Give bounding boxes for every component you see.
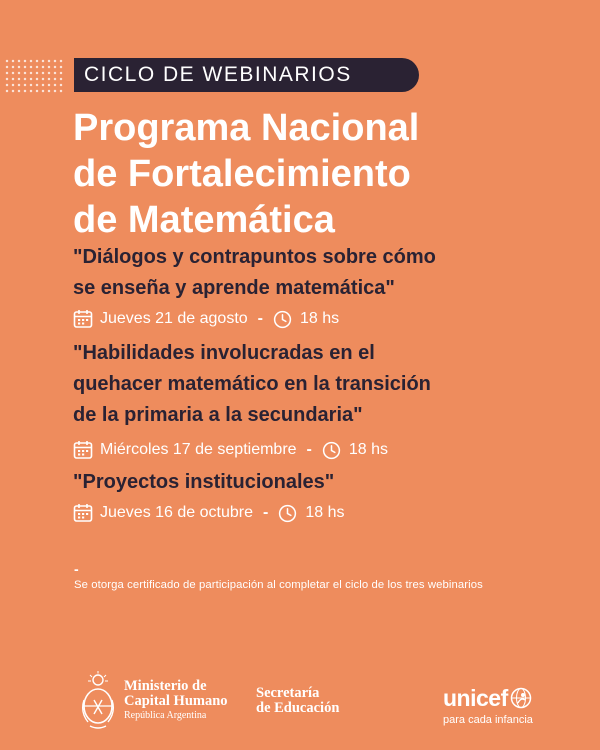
session-time: 18 hs (305, 504, 345, 521)
clock-icon (278, 504, 297, 523)
ministry-line: Ministerio de (124, 677, 207, 694)
ministry-line: Capital Humano (124, 692, 228, 709)
session-time: 18 hs (348, 441, 389, 458)
calendar-icon (73, 440, 93, 460)
session-date: Miércoles 17 de septiembre (100, 441, 297, 458)
session-title-line: "Habilidades involucradas en el (73, 342, 375, 364)
unicef-emblem-icon (510, 687, 532, 709)
footnote-dash: - (74, 561, 79, 577)
secretaria-line: Secretaría (256, 685, 320, 701)
secretaria-logo (256, 686, 339, 716)
ministry-name (124, 679, 228, 722)
session-meta (73, 439, 573, 461)
meta-separator: - (257, 310, 263, 327)
session-date: Jueves 21 de agosto (100, 310, 248, 327)
unicef-tagline: para cada infancia (443, 714, 533, 726)
session-meta (73, 502, 573, 524)
session-title (73, 242, 573, 304)
session-meta (73, 308, 573, 330)
meta-separator: - (306, 441, 312, 458)
session-title-line: se enseña y aprende matemática" (73, 277, 395, 299)
session-3 (73, 467, 573, 524)
unicef-name: unicef (443, 685, 508, 711)
clock-icon (322, 441, 341, 460)
certificate-note: Se otorga certificado de participación al completar el ciclo de los tres webinarios (74, 579, 483, 591)
series-badge: CICLO DE WEBINARIOS (74, 58, 419, 92)
title-line: de Fortalecimiento (73, 153, 411, 195)
calendar-icon (73, 309, 93, 329)
session-title-line: "Proyectos institucionales" (73, 471, 335, 493)
session-1 (73, 242, 573, 330)
secretaria-line: de Educación (256, 700, 340, 716)
unicef-logo (443, 686, 533, 726)
calendar-icon (73, 503, 93, 523)
unicef-wordmark (443, 686, 533, 710)
clock-icon (273, 310, 292, 329)
session-title-line: "Diálogos y contrapuntos sobre cómo (73, 246, 436, 268)
ministry-logo (80, 670, 228, 730)
title-line: de Matemática (73, 199, 335, 241)
session-date: Jueves 16 de octubre (100, 504, 253, 521)
session-title (73, 467, 573, 498)
dot-pattern (4, 58, 64, 94)
session-time: 18 hs (300, 310, 340, 327)
page-title (73, 105, 573, 243)
ministry-country: República Argentina (124, 709, 207, 721)
session-title (73, 338, 573, 431)
coat-of-arms-icon (80, 670, 116, 730)
session-title-line: quehacer matemático en la transición (73, 373, 431, 395)
session-title-line: de la primaria a la secundaria" (73, 404, 363, 426)
title-line: Programa Nacional (73, 107, 420, 149)
session-2 (73, 338, 573, 461)
meta-separator: - (263, 504, 269, 521)
